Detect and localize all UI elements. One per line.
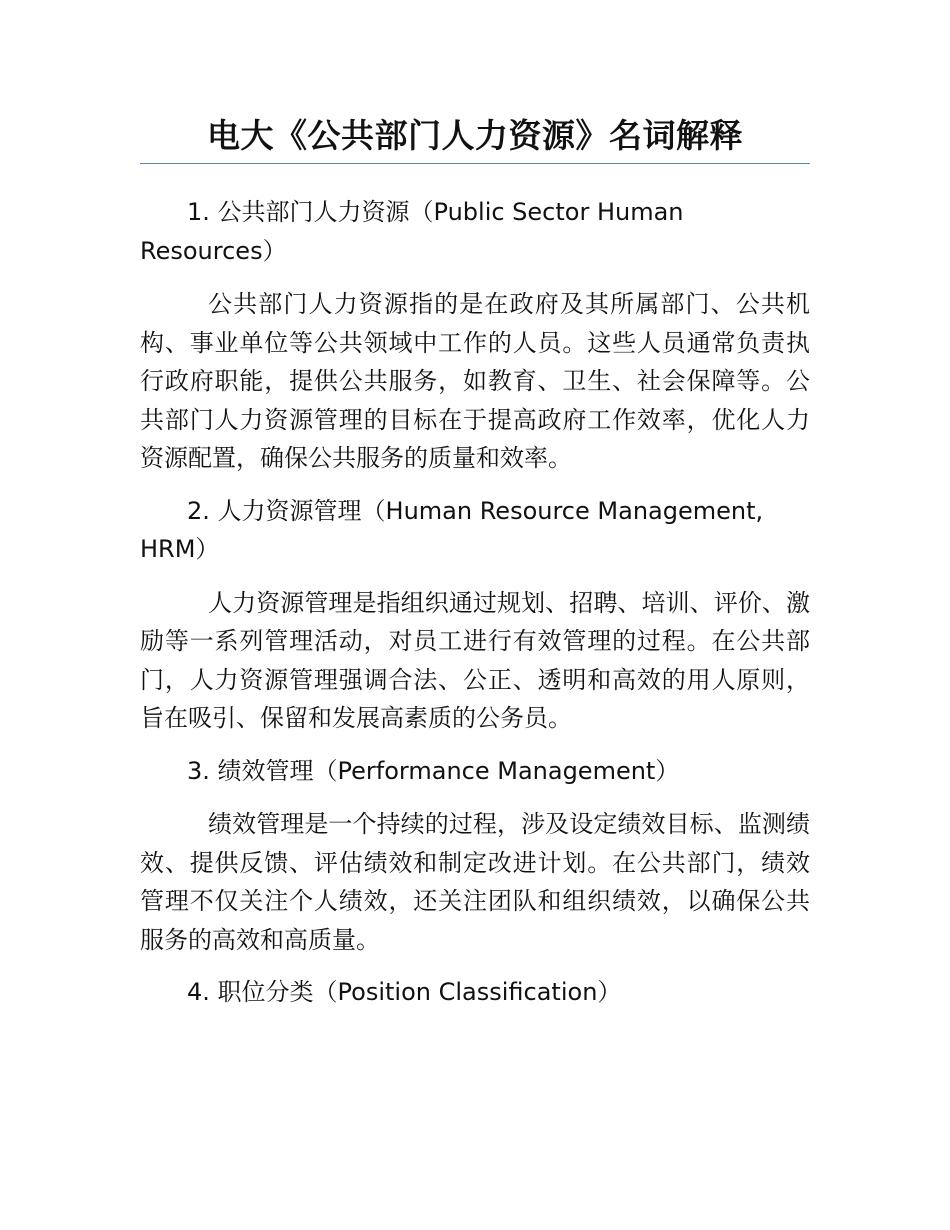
term-heading-public-sector-hr: 1. 公共部门人力资源（Public Sector Human Resources） xyxy=(140,198,684,265)
definition-performance-management: 绩效管理是一个持续的过程，涉及设定绩效目标、监测绩效、提供反馈、评估绩效和制定改进计划。在公共部门，绩效管理不仅关注个人绩效，还关注团队和组织绩效，以确保公共服务的高效和高质量。 xyxy=(140,810,810,954)
term-heading-performance-management: 3. 绩效管理（Performance Management） xyxy=(187,756,680,785)
term-heading-position-classification: 4. 职位分类（Position Classification） xyxy=(187,978,622,1006)
term-heading-hrm: 2. 人力资源管理（Human Resource Management, HRM） xyxy=(140,496,764,563)
document-content xyxy=(140,193,810,1027)
definition-hrm: 人力资源管理是指组织通过规划、招聘、培训、评价、激励等一系列管理活动，对员工进行有效管理的过程。在公共部门，人力资源管理强调合法、公正、透明和高效的用人原则，旨在吸引、保留和发展高素质的公务员。 xyxy=(140,588,810,732)
definition-public-sector-hr: 公共部门人力资源指的是在政府及其所属部门、公共机构、事业单位等公共领域中工作的人员。这些人员通常负责执行政府职能，提供公共服务，如教育、卫生、社会保障等。公共部门人力资源管理的目标在于提高政府工作效率，优化人力资源配置，确保公共服务的质量和效率。 xyxy=(140,290,810,472)
document-title: 电大《公共部门人力资源》名词解释 xyxy=(207,116,743,155)
title-underline xyxy=(140,163,810,164)
